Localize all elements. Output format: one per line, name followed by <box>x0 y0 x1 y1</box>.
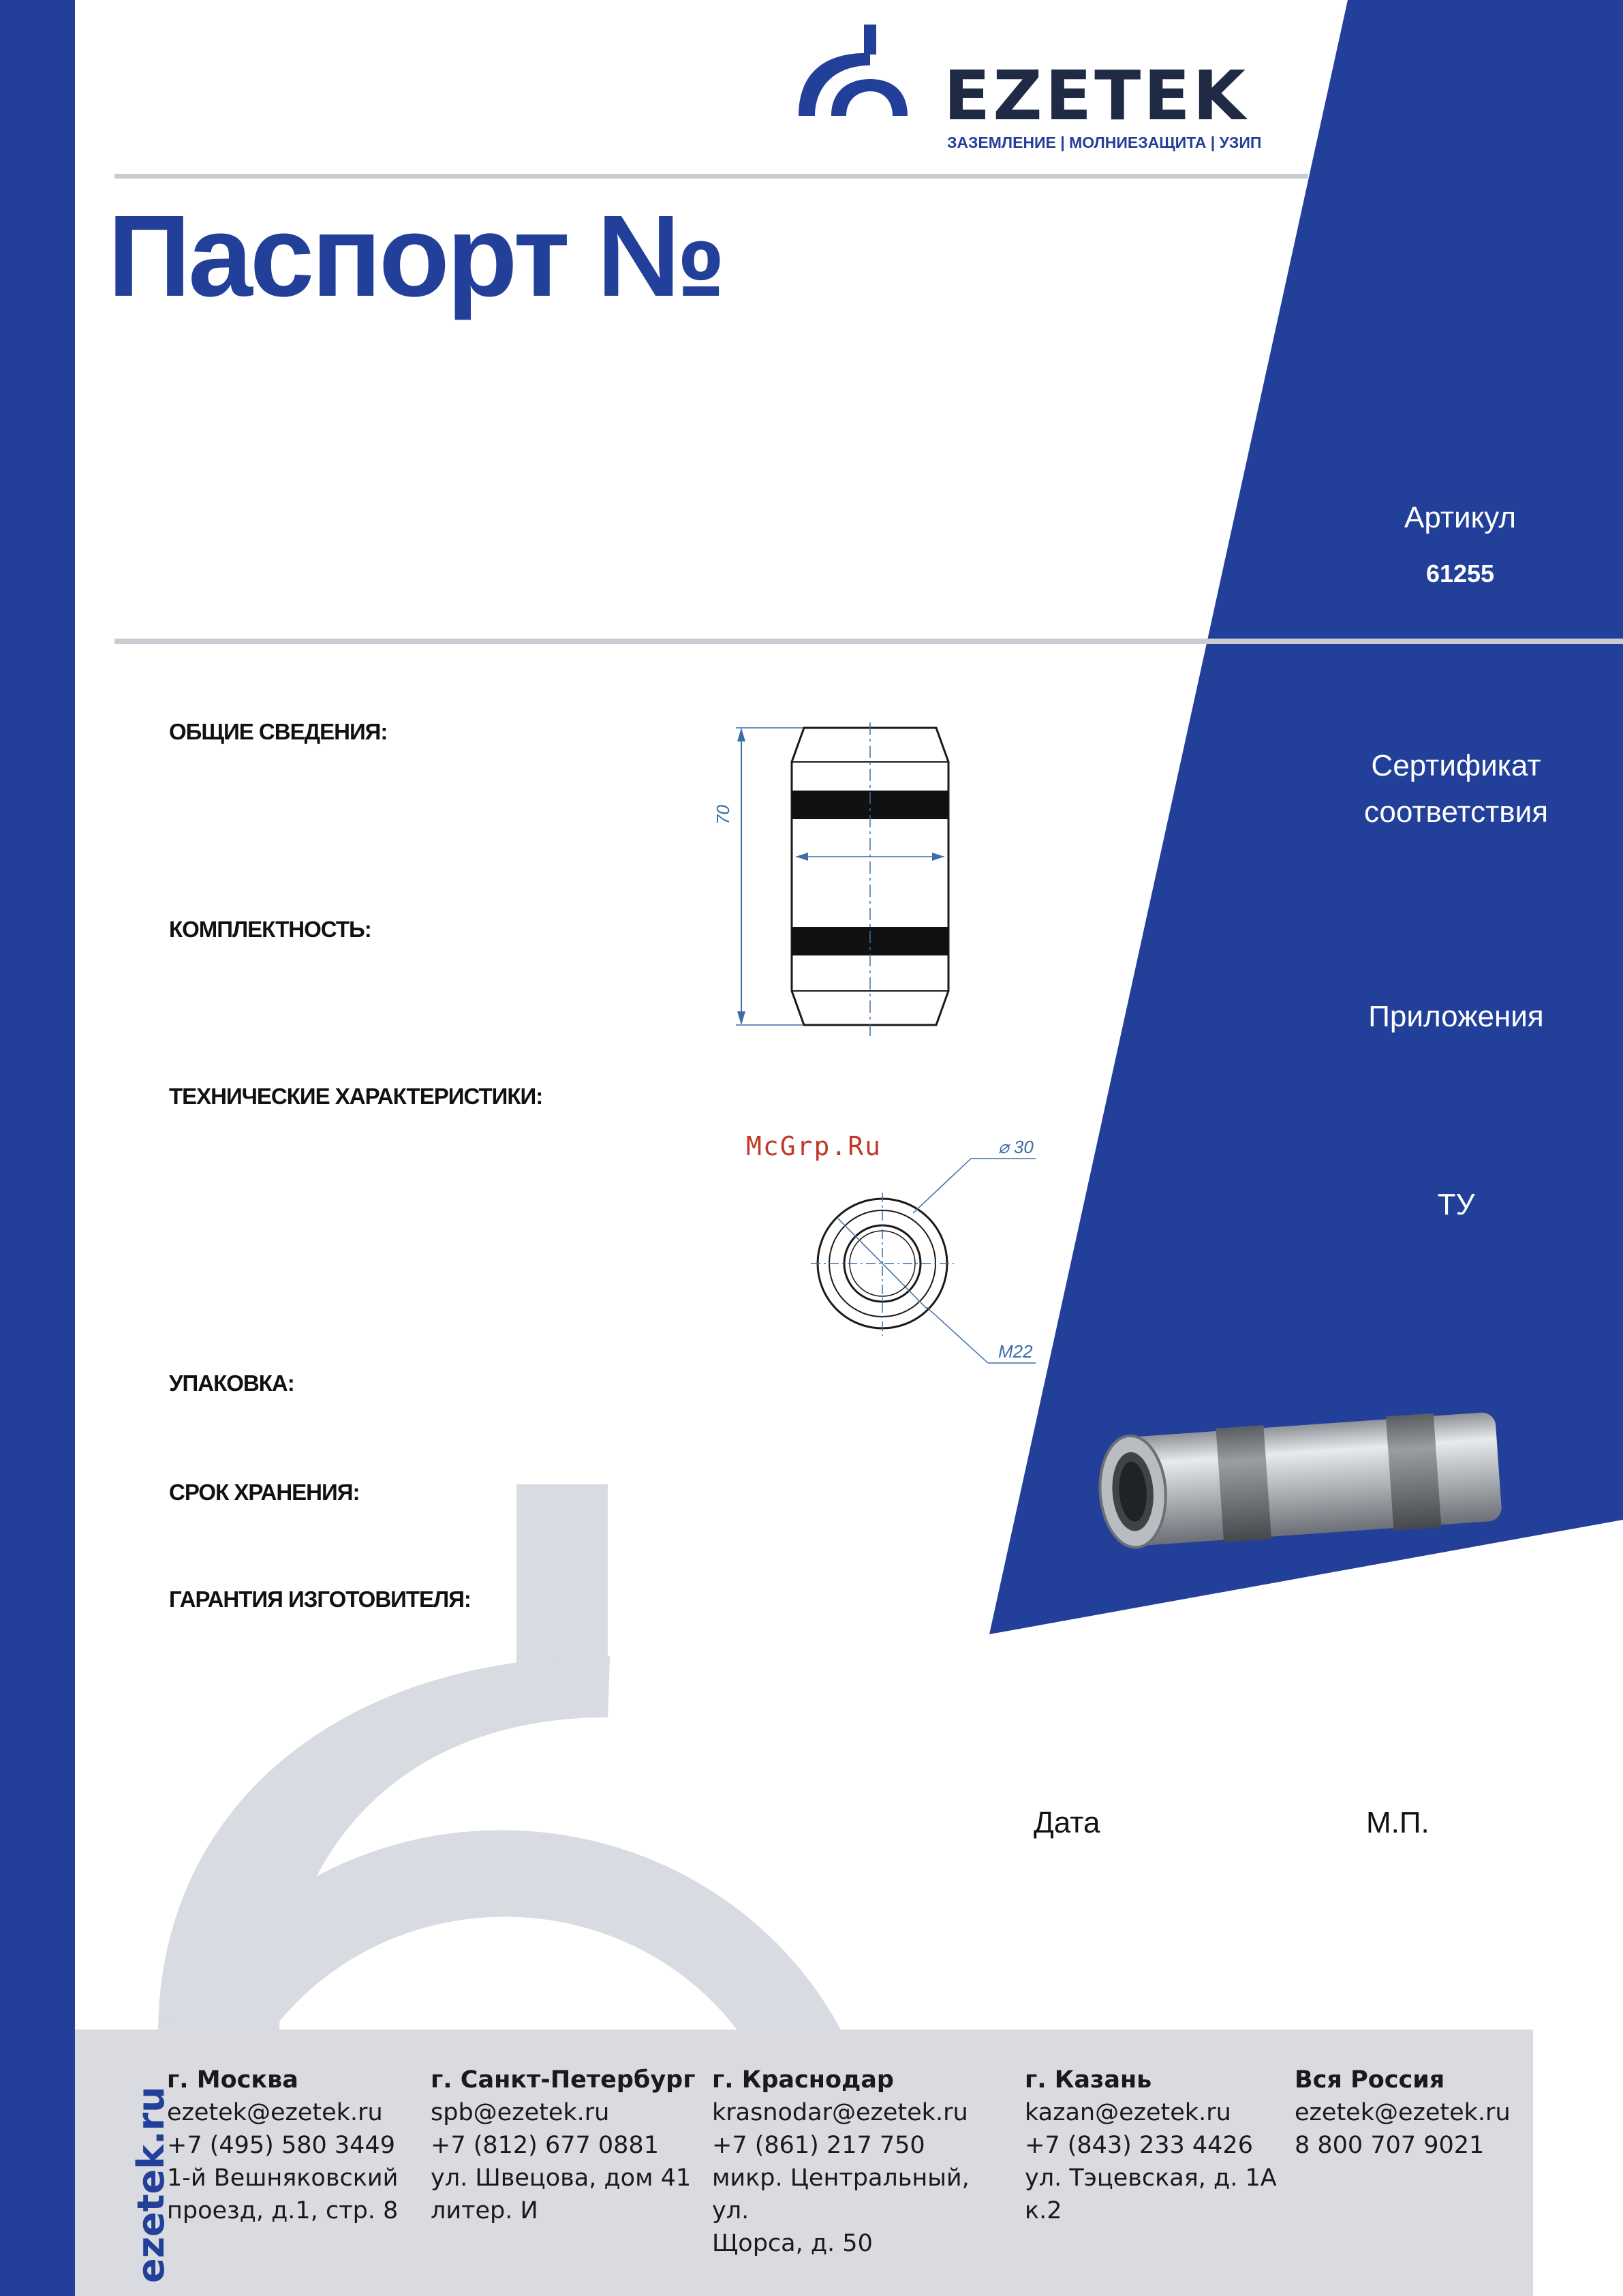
office-spb <box>431 2064 696 2227</box>
logo-mark-icon <box>799 25 913 116</box>
tu-label: ТУ <box>1437 1188 1475 1221</box>
office-city: г. Казань <box>1025 2066 1152 2094</box>
office-city: г. Москва <box>167 2066 298 2094</box>
office-address: к.2 <box>1025 2197 1062 2224</box>
stamp-label: М.П. <box>1366 1806 1429 1839</box>
section-specs: ТЕХНИЧЕСКИЕ ХАРАКТЕРИСТИКИ: <box>169 1084 543 1109</box>
office-kazan <box>1025 2064 1290 2227</box>
office-russia <box>1295 2064 1519 2162</box>
left-blue-strip <box>0 0 75 2296</box>
office-phone: +7 (812) 677 0881 <box>431 2132 659 2159</box>
section-general: ОБЩИЕ СВЕДЕНИЯ: <box>169 719 388 744</box>
watermark: McGrp.Ru <box>746 1131 882 1161</box>
appendices-label: Приложения <box>1368 1000 1544 1033</box>
certificate-label <box>1286 743 1623 836</box>
coupling-end-drawing <box>804 1131 1049 1377</box>
office-email[interactable]: krasnodar@ezetek.ru <box>712 2099 968 2126</box>
office-moscow <box>167 2064 433 2227</box>
length-dimension: 70 <box>713 805 733 825</box>
section-warranty: ГАРАНТИЯ ИЗГОТОВИТЕЛЯ: <box>169 1587 471 1612</box>
top-rule <box>114 174 1308 179</box>
logo-tagline: ЗАЗЕМЛЕНИЕ | МОЛНИЕЗАЩИТА | УЗИП <box>947 134 1262 151</box>
office-address: ул. Швецова, дом 41 <box>431 2164 692 2192</box>
page-title: Паспорт № <box>108 192 724 321</box>
office-phone: 8 800 707 9021 <box>1295 2132 1485 2159</box>
office-phone: +7 (861) 217 750 <box>712 2132 925 2159</box>
certificate-line-1: Сертификат <box>1371 749 1541 782</box>
office-email[interactable]: kazan@ezetek.ru <box>1025 2099 1231 2126</box>
office-address: ул. Тэцевская, д. 1А <box>1025 2164 1277 2192</box>
section-storage: СРОК ХРАНЕНИЯ: <box>169 1480 360 1505</box>
office-city: Вся Россия <box>1295 2066 1445 2094</box>
section-packaging: УПАКОВКА: <box>169 1371 294 1396</box>
office-phone: +7 (843) 233 4426 <box>1025 2132 1253 2159</box>
office-address: Щорса, д. 50 <box>712 2230 873 2257</box>
section-completeness: КОМПЛЕКТНОСТЬ: <box>169 917 371 942</box>
logo-wordmark: EZETEK <box>944 56 1249 136</box>
office-email[interactable]: ezetek@ezetek.ru <box>1295 2099 1511 2126</box>
office-address: микр. Центральный, ул. <box>712 2164 970 2224</box>
office-email[interactable]: spb@ezetek.ru <box>431 2099 610 2126</box>
office-address: проезд, д.1, стр. 8 <box>167 2197 399 2224</box>
office-address: литер. И <box>431 2197 538 2224</box>
office-city: г. Санкт-Петербург <box>431 2066 696 2094</box>
diameter-dimension: ⌀ 30 <box>998 1137 1034 1157</box>
mid-rule <box>114 639 1623 644</box>
product-photo <box>1090 1397 1540 1561</box>
certificate-line-2: соответствия <box>1363 795 1549 829</box>
office-phone: +7 (495) 580 3449 <box>167 2132 395 2159</box>
office-email[interactable]: ezetek@ezetek.ru <box>167 2099 383 2126</box>
coupling-side-drawing <box>709 722 968 1043</box>
office-krasnodar <box>712 2064 998 2260</box>
article-value: 61255 <box>1425 560 1495 587</box>
article-label: Артикул <box>1404 501 1517 534</box>
site-url[interactable]: ezetek.ru <box>129 2086 172 2283</box>
office-address: 1-й Вешняковский <box>167 2164 399 2192</box>
thread-dimension: M22 <box>998 1341 1033 1362</box>
date-label: Дата <box>1034 1806 1100 1839</box>
office-city: г. Краснодар <box>712 2066 894 2094</box>
